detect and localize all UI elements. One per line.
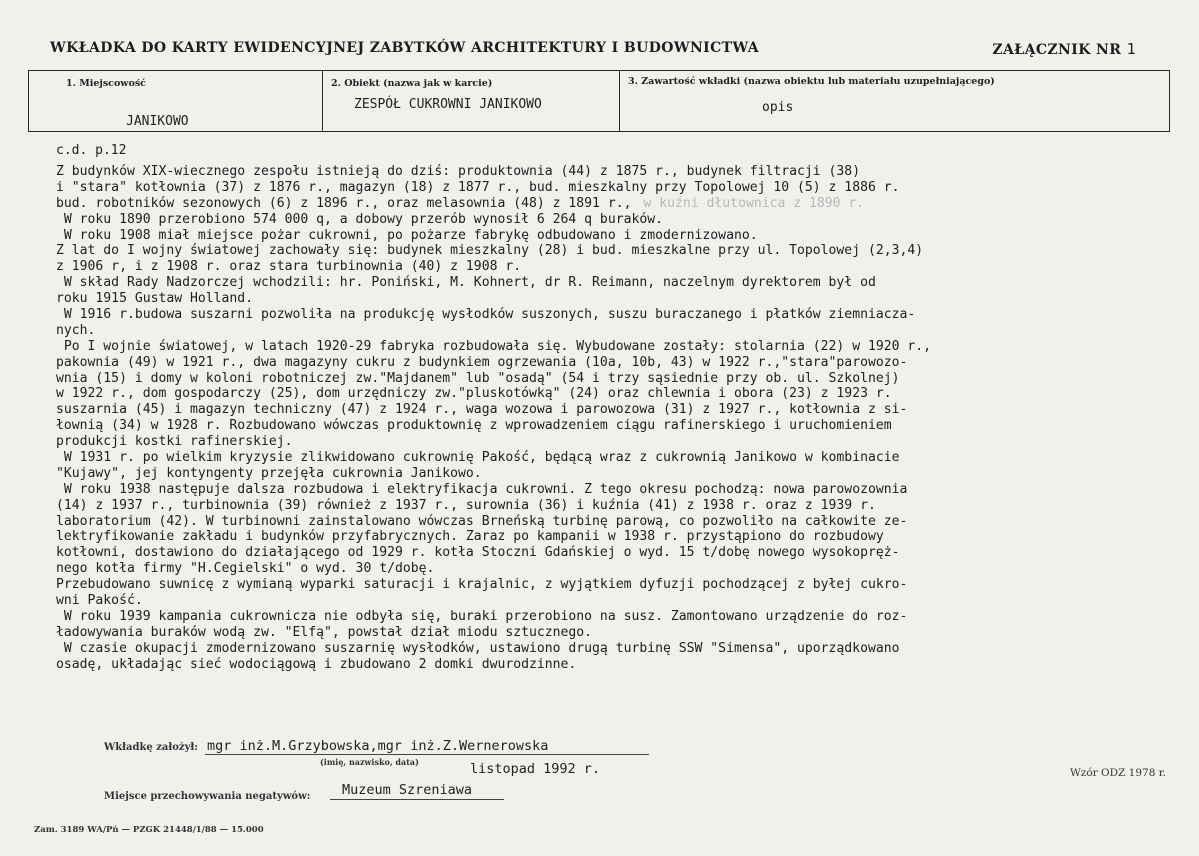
object-value: ZESPÓŁ CUKROWNI JANIKOWO bbox=[354, 97, 542, 112]
description-line: W 1916 r.budowa suszarni pozwoliła na produkcję wysłodków suszonych, suszu buraczanego i płatków ziemniacza- bbox=[56, 307, 916, 323]
description-line: pakownia (49) w 1921 r., dwa magazyny cukru z budynkiem ogrzewania (10a, 10b, 43) w 1922 r.,"stara"parowozo- bbox=[56, 354, 908, 370]
description-line: (14) z 1937 r., turbinownia (39) również z 1937 r., surownia (36) i kuźnia (41) z 1938 r. oraz z 1939 r. bbox=[56, 497, 876, 513]
locality-value: JANIKOWO bbox=[126, 114, 189, 129]
description-line: z 1906 r, i z 1908 r. oraz stara turbinownia (40) z 1908 r. bbox=[56, 259, 522, 275]
description-line: W czasie okupacji zmodernizowano suszarnię wysłodków, ustawiono drugą turbinę SSW "Simensa", uporządkowano bbox=[56, 640, 900, 656]
description-line: laboratorium (42). W turbinowni zainstalowano wówczas Brneńską turbinę parową, co pozwoliło na całkowite ze- bbox=[56, 513, 908, 529]
description-line: Przebudowano suwnicę z wymianą wyparki saturacji i krajalnic, z wyjątkiem dyfuzji pochodzącej z byłej cukro- bbox=[56, 577, 908, 593]
description-line: kotłowni, dostawiono do działającego od 1929 r. kotła Stoczni Gdańskiej o wyd. 15 t/dobę nowego wysokopręż- bbox=[56, 545, 900, 561]
description-line: lektryfikowanie zakładu i budynków przyfabrycznych. Zaraz po kampanii w 1938 r. przystąpiono do rozbudowy bbox=[56, 529, 884, 545]
description-line: Z budynków XIX-wiecznego zespołu istnieją do dziś: produktownia (44) z 1875 r., budynek filtracji (38) bbox=[56, 164, 861, 179]
content-label: 3. Zawartość wkładki (nazwa obiektu lub materiału uzupełniającego) bbox=[628, 76, 995, 87]
form-reference: Wzór ODZ 1978 r. bbox=[1070, 767, 1166, 779]
description-line: produkcji kostki rafinerskiej. bbox=[56, 434, 293, 450]
prepared-value: mgr inż.M.Grzybowska,mgr inż.Z.Wernerowska bbox=[207, 738, 549, 754]
content-value: opis bbox=[762, 100, 794, 115]
description-line: ładowywania buraków wodą zw. "Elfą", powstał dział miodu sztucznego. bbox=[56, 624, 593, 640]
date-value: listopad 1992 r. bbox=[470, 761, 601, 777]
negatives-underline bbox=[330, 799, 504, 800]
description-line: łownią (34) w 1928 r. Rozbudowano wówczas produktownię z wprowadzeniem ciągu rafinerskiego i uruchomieniem bbox=[56, 418, 892, 434]
description-line: nych. bbox=[56, 322, 96, 338]
prepared-label: Wkładkę założył: bbox=[104, 742, 198, 753]
description-line: nego kotła firmy "H.Cegielski" o wyd. 30 t/dobę. bbox=[56, 561, 435, 577]
fields-bottom-rule bbox=[28, 131, 1170, 132]
annex-label-text: ZAŁĄCZNIK NR bbox=[992, 42, 1122, 58]
description-line: osadę, układając sieć wodociągową i zbudowano 2 domki dwurodzinne. bbox=[56, 656, 577, 672]
continuation-note: c.d. p.12 bbox=[56, 143, 127, 158]
description-line: suszarnia (45) i magazyn techniczny (47) z 1924 r., waga wozowa i parowozowa (31) z 1927 r., kotłownia z si- bbox=[56, 402, 908, 418]
annex-label bbox=[992, 40, 1136, 58]
annex-number: 1 bbox=[1126, 40, 1136, 58]
description-line: W roku 1908 miał miejsce pożar cukrowni, po pożarze fabrykę odbudowano i zmodernizowano. bbox=[56, 227, 758, 243]
description-text bbox=[56, 164, 1186, 673]
fields-right-rule bbox=[1169, 70, 1170, 132]
description-line: wnia (15) i domy w koloni robotniczej zw."Majdanem" lub "osadą" (54 i trzy sąsiednie przy ob. ul. Szkolnej) bbox=[56, 370, 900, 386]
negatives-label: Miejsce przechowywania negatywów: bbox=[104, 791, 311, 802]
print-reference: Zam. 3189 WA/Pń — PZGK 21448/1/88 — 15.000 bbox=[34, 825, 264, 835]
description-line: i "stara" kotłownia (37) z 1876 r., magazyn (18) z 1877 r., bud. mieszkalny przy Topolowej 10 (5) z 1886 r. bbox=[56, 179, 900, 195]
description-line: W skład Rady Nadzorczej wchodzili: hr. Poniński, M. Kohnert, dr R. Reimann, naczelnym dyrektorem był od bbox=[56, 275, 876, 291]
header-rule bbox=[28, 70, 1170, 71]
description-line: W 1931 r. po wielkim kryzysie zlikwidowano cukrownię Pakość, będącą wraz z cukrownią Janikowo w kombinacie bbox=[56, 450, 900, 466]
form-title: WKŁADKA DO KARTY EWIDENCYJNEJ ZABYTKÓW ARCHITEKTURY I BUDOWNICTWA bbox=[50, 40, 759, 56]
description-line: W roku 1938 następuje dalsza rozbudowa i elektryfikacja cukrowni. Z tego okresu pochodzą: nowa parowozownia bbox=[56, 481, 908, 497]
description-line: roku 1915 Gustaw Holland. bbox=[56, 291, 254, 307]
negatives-value: Muzeum Szreniawa bbox=[342, 782, 473, 798]
description-line: W roku 1890 przerobiono 574 000 q, a dobowy przerób wynosił 6 264 q buraków. bbox=[56, 211, 663, 227]
description-line: W roku 1939 kampania cukrownicza nie odbyła się, buraki przerobiono na susz. Zamontowano urządzenie do roz- bbox=[56, 608, 908, 624]
description-line: Z lat do I wojny światowej zachowały się: budynek mieszkalny (28) i bud. mieszkalne przy ul. Topolowej (2,3,4) bbox=[56, 243, 924, 259]
description-line: Po I wojnie światowej, w latach 1920-29 fabryka rozbudowała się. Wybudowane zostały: stolarnia (22) w 1920 r., bbox=[56, 338, 932, 354]
description-line: wni Pakość. bbox=[56, 593, 143, 609]
faint-note: w kuźni dłutownica z 1890 r. bbox=[643, 195, 865, 211]
locality-label: 1. Miejscowość bbox=[66, 78, 146, 89]
fields-left-rule bbox=[28, 70, 29, 132]
object-label: 2. Obiekt (nazwa jak w karcie) bbox=[331, 78, 493, 89]
description-line: w 1922 r., dom gospodarczy (25), dom urzędniczy zw."pluskotówką" (24) oraz chlewnia i obora (23) z 1923 r. bbox=[56, 386, 892, 402]
description-line bbox=[56, 196, 1186, 212]
fields-divider-1 bbox=[322, 70, 323, 132]
prepared-sublabel: (imię, nazwisko, data) bbox=[320, 757, 419, 767]
description-line-text: bud. robotników sezonowych (6) z 1896 r., oraz melasownia (48) z 1891 r., bbox=[56, 195, 632, 211]
prepared-underline bbox=[205, 754, 649, 755]
description-line: "Kujawy", jej kontyngenty przejęła cukrownia Janikowo. bbox=[56, 465, 482, 481]
fields-divider-2 bbox=[619, 70, 620, 132]
form-header bbox=[40, 38, 1160, 62]
